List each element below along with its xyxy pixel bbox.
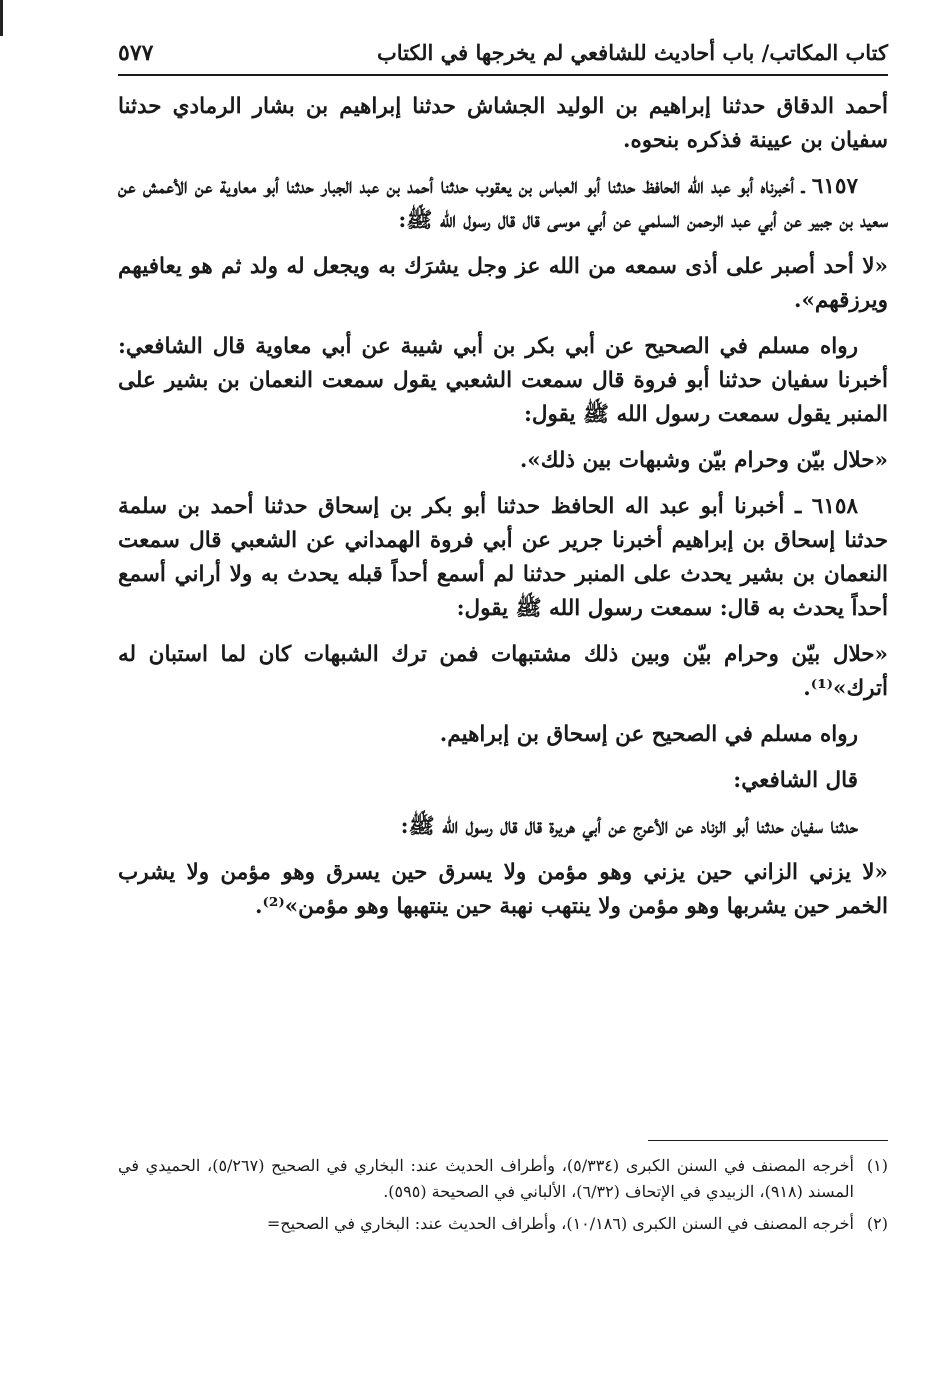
- hadith-isnad-6158: ٦١٥٨ ـ أخبرنا أبو عبد اله الحافظ حدثنا أبو بكر بن إسحاق حدثنا أحمد بن سلمة حدثنا إسحاق بن إبراهيم أخبرنا جرير عن أبي فروة الهمداني عن الشعبي قال سمعت النعمان بن بشير يحدث على المنبر حدثنا لم أسمع أحداً قبله يحدث به ولا أراني أسمع أحداً يحدث به قال: سمعت رسول الله ﷺ يقول:: [118, 494, 888, 621]
- page-edge-mark: [0, 0, 3, 36]
- paragraph: رواه مسلم في الصحيح عن أبي بكر بن أبي شيبة عن أبي معاوية قال الشافعي: أخبرنا سفيان حدثنا أبو فروة قال سمعت الشعبي يقول سمعت النعمان بن بشير على المنبر يقول سمعت رسول الله ﷺ يقول:: [118, 334, 888, 427]
- paragraph: قال الشافعي:: [733, 768, 858, 793]
- footnote-text: أخرجه المصنف في السنن الكبرى (١٠/١٨٦)، وأطراف الحديث عند: البخاري في الصحيح=: [266, 1214, 854, 1233]
- page: [118, 38, 888, 936]
- hadith-isnad-6157: ٦١٥٧ ـ أخبرناه أبو عبد الله الحافظ حدثنا أبو العباس بن يعقوب حدثنا أحمد بن عبد الجبار حدثنا أبو معاوية عن الأعمش عن سعيد بن جبير عن أبي عبد الرحمن السلمي عن أبي موسى قال قال رسول الله ﷺ:: [118, 174, 888, 233]
- footnote-2: [118, 1211, 888, 1237]
- footnotes: [118, 1140, 888, 1243]
- footnote-divider: [648, 1140, 888, 1141]
- footnote-mark: (١): [866, 1156, 888, 1175]
- paragraph: أحمد الدقاق حدثنا إبراهيم بن الوليد الجشاش حدثنا إبراهيم بن بشار الرمادي حدثنا سفيان بن عيينة فذكره بنحوه.: [118, 94, 888, 153]
- header-title: كتاب المكاتب/ باب أحاديث للشافعي لم يخرجها في الكتاب: [377, 40, 888, 65]
- footnote-mark: (٢): [866, 1214, 888, 1233]
- footnote-1: [118, 1153, 888, 1205]
- running-header: [118, 38, 888, 76]
- hadith-matn: «حلال بيّن وحرام بيّن وبين ذلك مشتبهات فمن ترك الشبهات كان لما استبان له أترك»⁽¹⁾.: [118, 642, 888, 701]
- page-number: ٥٧٧: [118, 40, 154, 66]
- hadith-matn: «لا أحد أصبر على أذى سمعه من الله عز وجل يشرَك به ويجعل له ولد ثم هو يعافيهم ويرزقهم».: [118, 254, 888, 313]
- hadith-matn: «لا يزني الزاني حين يزني وهو مؤمن ولا يسرق حين يسرق وهو مؤمن ولا يشرب الخمر حين يشربها وهو مؤمن ولا ينتهب نهبة حين ينتهبها وهو مؤمن»⁽²⁾.: [118, 860, 888, 919]
- footnote-text: أخرجه المصنف في السنن الكبرى (٥/٣٣٤)، وأطراف الحديث عند: البخاري في الصحيح (٥/٢٦٧)، الحميدي في المسند (٩١٨)، الزبيدي في الإتحاف (٦/٣٢)، الألباني في الصحيحة (٥٩٥).: [118, 1156, 854, 1201]
- paragraph: حدثنا سفيان حدثنا أبو الزناد عن الأعرج عن أبي هريرة قال قال رسول الله ﷺ:: [400, 814, 858, 839]
- main-text: [118, 90, 888, 924]
- hadith-matn: «حلال بيّن وحرام بيّن وشبهات بين ذلك».: [519, 448, 888, 473]
- paragraph: رواه مسلم في الصحيح عن إسحاق بن إبراهيم.: [439, 722, 858, 747]
